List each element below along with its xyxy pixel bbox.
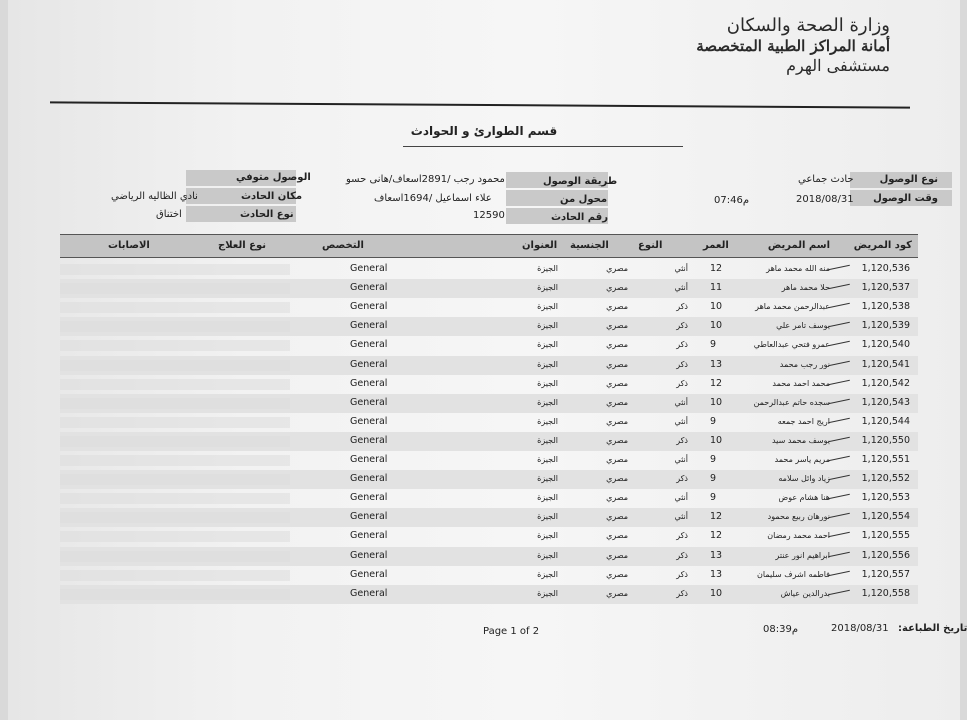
table-row: [60, 451, 918, 470]
col-specialty: التخصص: [322, 240, 364, 251]
patient-name: منه الله محمد ماهر: [766, 264, 830, 273]
patient-age: 10: [710, 301, 723, 313]
page-number: Page 1 of 2: [483, 626, 540, 637]
patient-gender: ذكر: [676, 550, 688, 560]
patient-gender: ذكر: [676, 302, 688, 312]
patient-code: 1,120,541: [861, 358, 910, 370]
incident-place-value: نادي الظاليه الرياضي: [111, 191, 198, 202]
redacted-area: [60, 283, 290, 294]
patient-name: بدرالدين عياش: [780, 588, 830, 598]
patient-name: فاطمه اشرف سليمان: [757, 569, 830, 579]
table-row: [60, 298, 918, 317]
patient-address: الجيزة: [537, 455, 558, 464]
redacted-area: [60, 302, 290, 313]
redacted-area: [60, 360, 290, 371]
patient-nationality: مصري: [606, 378, 628, 388]
redacted-area: [60, 570, 290, 581]
patient-nationality: مصري: [606, 474, 628, 484]
patient-gender: أنثي: [674, 512, 688, 522]
patient-specialty: General: [350, 530, 388, 542]
arrival-state: الوصول متوفي: [236, 172, 311, 183]
patient-gender: أنثي: [674, 455, 688, 464]
patient-address: الجيزة: [537, 550, 558, 560]
patient-age: 13: [710, 549, 723, 561]
table-row: [60, 356, 918, 375]
patient-address: الجيزة: [537, 264, 558, 273]
patient-code: 1,120,542: [861, 377, 910, 389]
patient-address: الجيزة: [537, 283, 558, 293]
redacted-area: [60, 589, 290, 600]
patient-nationality: مصري: [606, 493, 628, 503]
patient-nationality: مصري: [606, 588, 628, 598]
patient-name: نورهان ربيع محمود: [767, 512, 830, 522]
patient-address: الجيزة: [537, 416, 558, 426]
patient-age: 12: [710, 530, 723, 542]
patient-gender: أنثي: [674, 283, 688, 293]
table-row: [60, 413, 918, 432]
patient-address: الجيزة: [537, 397, 558, 407]
patient-age: 12: [710, 377, 723, 389]
arrival-time-label: وقت الوصول: [873, 193, 938, 204]
patient-age: 9: [710, 473, 717, 485]
redacted-area: [60, 551, 290, 562]
patient-address: الجيزة: [537, 588, 558, 598]
redacted-area: [60, 531, 290, 542]
patient-address: الجيزة: [537, 321, 558, 331]
patient-specialty: General: [350, 434, 388, 446]
patient-name: مريم ياسر محمد: [774, 455, 830, 464]
patient-name: حلا محمد ماهر: [781, 283, 830, 293]
patient-address: الجيزة: [537, 378, 558, 388]
patient-nationality: مصري: [606, 512, 628, 522]
table-row: [60, 336, 918, 355]
patient-gender: ذكر: [676, 359, 688, 369]
department-title: قسم الطوارئ و الحوادث: [410, 124, 558, 138]
patient-age: 13: [710, 358, 723, 370]
patient-age: 9: [710, 492, 717, 504]
patient-specialty: General: [350, 320, 388, 332]
redacted-area: [60, 398, 290, 409]
document-page: [8, 0, 967, 720]
table-row: [60, 547, 918, 566]
patient-specialty: General: [350, 358, 388, 370]
table-row: [60, 470, 918, 489]
patient-code: 1,120,558: [861, 587, 910, 599]
patient-specialty: General: [350, 492, 388, 504]
table-row: [60, 489, 918, 508]
incident-place-label: مكان الحادث: [241, 191, 303, 202]
patient-code: 1,120,552: [861, 473, 910, 485]
patient-name: محمد احمد محمد: [772, 378, 830, 388]
patient-address: الجيزة: [537, 474, 558, 484]
table-row: [60, 527, 918, 546]
table-row: [60, 566, 918, 585]
arrival-method-value: محمود رجب /2891اسعاف/هانى حسو: [346, 174, 505, 185]
arrival-time: 07:46م: [714, 195, 750, 206]
patient-age: 10: [710, 434, 723, 446]
patient-age: 12: [710, 263, 723, 274]
redacted-area: [60, 512, 290, 523]
table-row: [60, 432, 918, 451]
patient-nationality: مصري: [606, 397, 628, 407]
patient-code: 1,120,538: [861, 301, 910, 313]
print-date-label: تاريخ الطباعة:: [898, 623, 967, 634]
patient-specialty: General: [350, 587, 388, 599]
hospital-name: مستشفى الهرم: [786, 56, 890, 75]
referred-from-label: محول من: [560, 194, 608, 205]
patient-specialty: General: [350, 473, 388, 485]
incident-no-label: رقم الحادث: [551, 212, 608, 223]
patient-address: الجيزة: [537, 531, 558, 541]
patient-nationality: مصري: [606, 302, 628, 312]
patient-gender: ذكر: [676, 569, 688, 579]
col-gender: النوع: [638, 240, 663, 251]
patient-age: 9: [710, 339, 717, 351]
table-row: [60, 279, 918, 298]
patient-name: عمرو فتحي عبدالعاطي: [753, 340, 830, 350]
patient-specialty: General: [350, 263, 388, 274]
patient-specialty: General: [350, 549, 388, 561]
patient-name: يوسف محمد سيد: [771, 435, 830, 445]
referred-from-value: علاء اسماعيل /1694اسعاف: [374, 193, 492, 204]
incident-no-value: 12590: [473, 210, 505, 221]
patient-address: الجيزة: [537, 302, 558, 312]
patient-nationality: مصري: [606, 435, 628, 445]
patient-specialty: General: [350, 454, 388, 465]
patient-nationality: مصري: [606, 264, 628, 273]
patient-age: 10: [710, 396, 723, 408]
patient-code: 1,120,556: [861, 549, 910, 561]
letterhead: [696, 16, 890, 76]
table-row: [60, 375, 918, 394]
patient-age: 10: [710, 587, 723, 599]
patient-specialty: General: [350, 568, 388, 580]
patient-code: 1,120,550: [861, 434, 910, 446]
redacted-area: [60, 379, 290, 390]
col-name: اسم المريض: [767, 240, 830, 251]
patient-code: 1,120,553: [861, 492, 910, 504]
patient-age: 11: [710, 282, 723, 294]
arrival-type-value: حادث جماعي: [798, 174, 854, 185]
arrival-type-label: نوع الوصول: [879, 174, 938, 185]
patient-gender: ذكر: [676, 340, 688, 350]
patient-name: هنا هشام عوض: [778, 493, 830, 503]
incident-type-value: اختناق: [156, 209, 182, 220]
redacted-area: [60, 264, 290, 275]
print-date: 2018/08/31: [831, 623, 889, 634]
redacted-area: [60, 493, 290, 504]
col-address: العنوان: [522, 240, 558, 251]
patient-specialty: General: [350, 301, 388, 313]
patient-code: 1,120,557: [861, 568, 910, 580]
patient-name: زياد وائل سلامه: [778, 474, 830, 484]
redacted-area: [60, 340, 290, 351]
patient-age: 9: [710, 415, 717, 427]
ministry-name: وزارة الصحة والسكان: [726, 15, 890, 36]
patient-name: اريج احمد جمعه: [777, 416, 830, 426]
redacted-area: [60, 436, 290, 447]
patient-code: 1,120,554: [861, 511, 910, 523]
patient-address: الجيزة: [537, 340, 558, 350]
patient-age: 13: [710, 568, 723, 580]
patient-gender: أنثي: [674, 397, 688, 407]
incident-type-label: نوع الحادث: [240, 209, 294, 220]
table-row: [60, 317, 918, 336]
patient-nationality: مصري: [606, 531, 628, 541]
patient-nationality: مصري: [606, 321, 628, 331]
patient-gender: ذكر: [676, 378, 688, 388]
patient-name: احمد محمد رمضان: [767, 531, 830, 541]
patient-nationality: مصري: [606, 550, 628, 560]
redacted-area: [60, 455, 290, 466]
header-divider: [50, 101, 910, 108]
patient-gender: ذكر: [676, 531, 688, 541]
patient-specialty: General: [350, 415, 388, 427]
patient-nationality: مصري: [606, 359, 628, 369]
redacted-area: [60, 474, 290, 485]
patient-address: الجيزة: [537, 512, 558, 522]
patient-code: 1,120,536: [861, 263, 910, 274]
redacted-area: [60, 417, 290, 428]
patient-specialty: General: [350, 511, 388, 523]
col-treatment: نوع العلاج: [218, 240, 266, 251]
patient-code: 1,120,539: [861, 320, 910, 332]
patient-gender: أنثي: [674, 264, 688, 273]
table-header: [60, 234, 918, 258]
patient-nationality: مصري: [606, 340, 628, 350]
patient-code: 1,120,555: [861, 530, 910, 542]
patient-gender: ذكر: [676, 588, 688, 598]
patient-name: نور رجب محمد: [779, 359, 830, 369]
patient-specialty: General: [350, 282, 388, 294]
patient-code: 1,120,540: [861, 339, 910, 351]
patient-code: 1,120,551: [861, 454, 910, 465]
col-age: العمر: [703, 240, 729, 251]
patient-gender: أنثي: [674, 493, 688, 503]
patient-code: 1,120,544: [861, 415, 910, 427]
patient-age: 12: [710, 511, 723, 523]
table-row: [60, 585, 918, 604]
patient-nationality: مصري: [606, 416, 628, 426]
col-nationality: الجنسية: [570, 240, 609, 251]
col-code: كود المريض: [853, 240, 912, 251]
patient-address: الجيزة: [537, 435, 558, 445]
patient-nationality: مصري: [606, 455, 628, 464]
secretariat-name: أمانة المراكز الطبية المتخصصة: [696, 37, 890, 55]
arrival-date: 2018/08/31: [796, 194, 854, 205]
col-injuries: الاصابات: [108, 240, 150, 251]
table-row: [60, 260, 918, 279]
patient-gender: أنثي: [674, 416, 688, 426]
arrival-method-label: طريقة الوصول: [543, 176, 618, 187]
patient-name: يوسف تامر علي: [776, 321, 830, 331]
department-underline: [403, 146, 683, 147]
patient-gender: ذكر: [676, 474, 688, 484]
patient-name: ابراهيم انور عنتر: [775, 550, 830, 560]
patient-code: 1,120,537: [861, 282, 910, 294]
patient-nationality: مصري: [606, 283, 628, 293]
print-time: 08:39م: [763, 624, 799, 635]
patient-gender: ذكر: [676, 321, 688, 331]
patient-nationality: مصري: [606, 569, 628, 579]
patient-specialty: General: [350, 339, 388, 351]
patient-address: الجيزة: [537, 569, 558, 579]
patient-name: سجده حاتم عبدالرحمن: [753, 397, 830, 407]
patient-address: الجيزة: [537, 359, 558, 369]
patient-specialty: General: [350, 396, 388, 408]
table-row: [60, 394, 918, 413]
patient-specialty: General: [350, 377, 388, 389]
patient-age: 9: [710, 454, 717, 465]
patient-age: 10: [710, 320, 723, 332]
table-row: [60, 508, 918, 527]
patient-address: الجيزة: [537, 493, 558, 503]
patient-gender: ذكر: [676, 435, 688, 445]
redacted-area: [60, 321, 290, 332]
patient-code: 1,120,543: [861, 396, 910, 408]
patient-name: عبدالرحمن محمد ماهر: [755, 302, 830, 312]
